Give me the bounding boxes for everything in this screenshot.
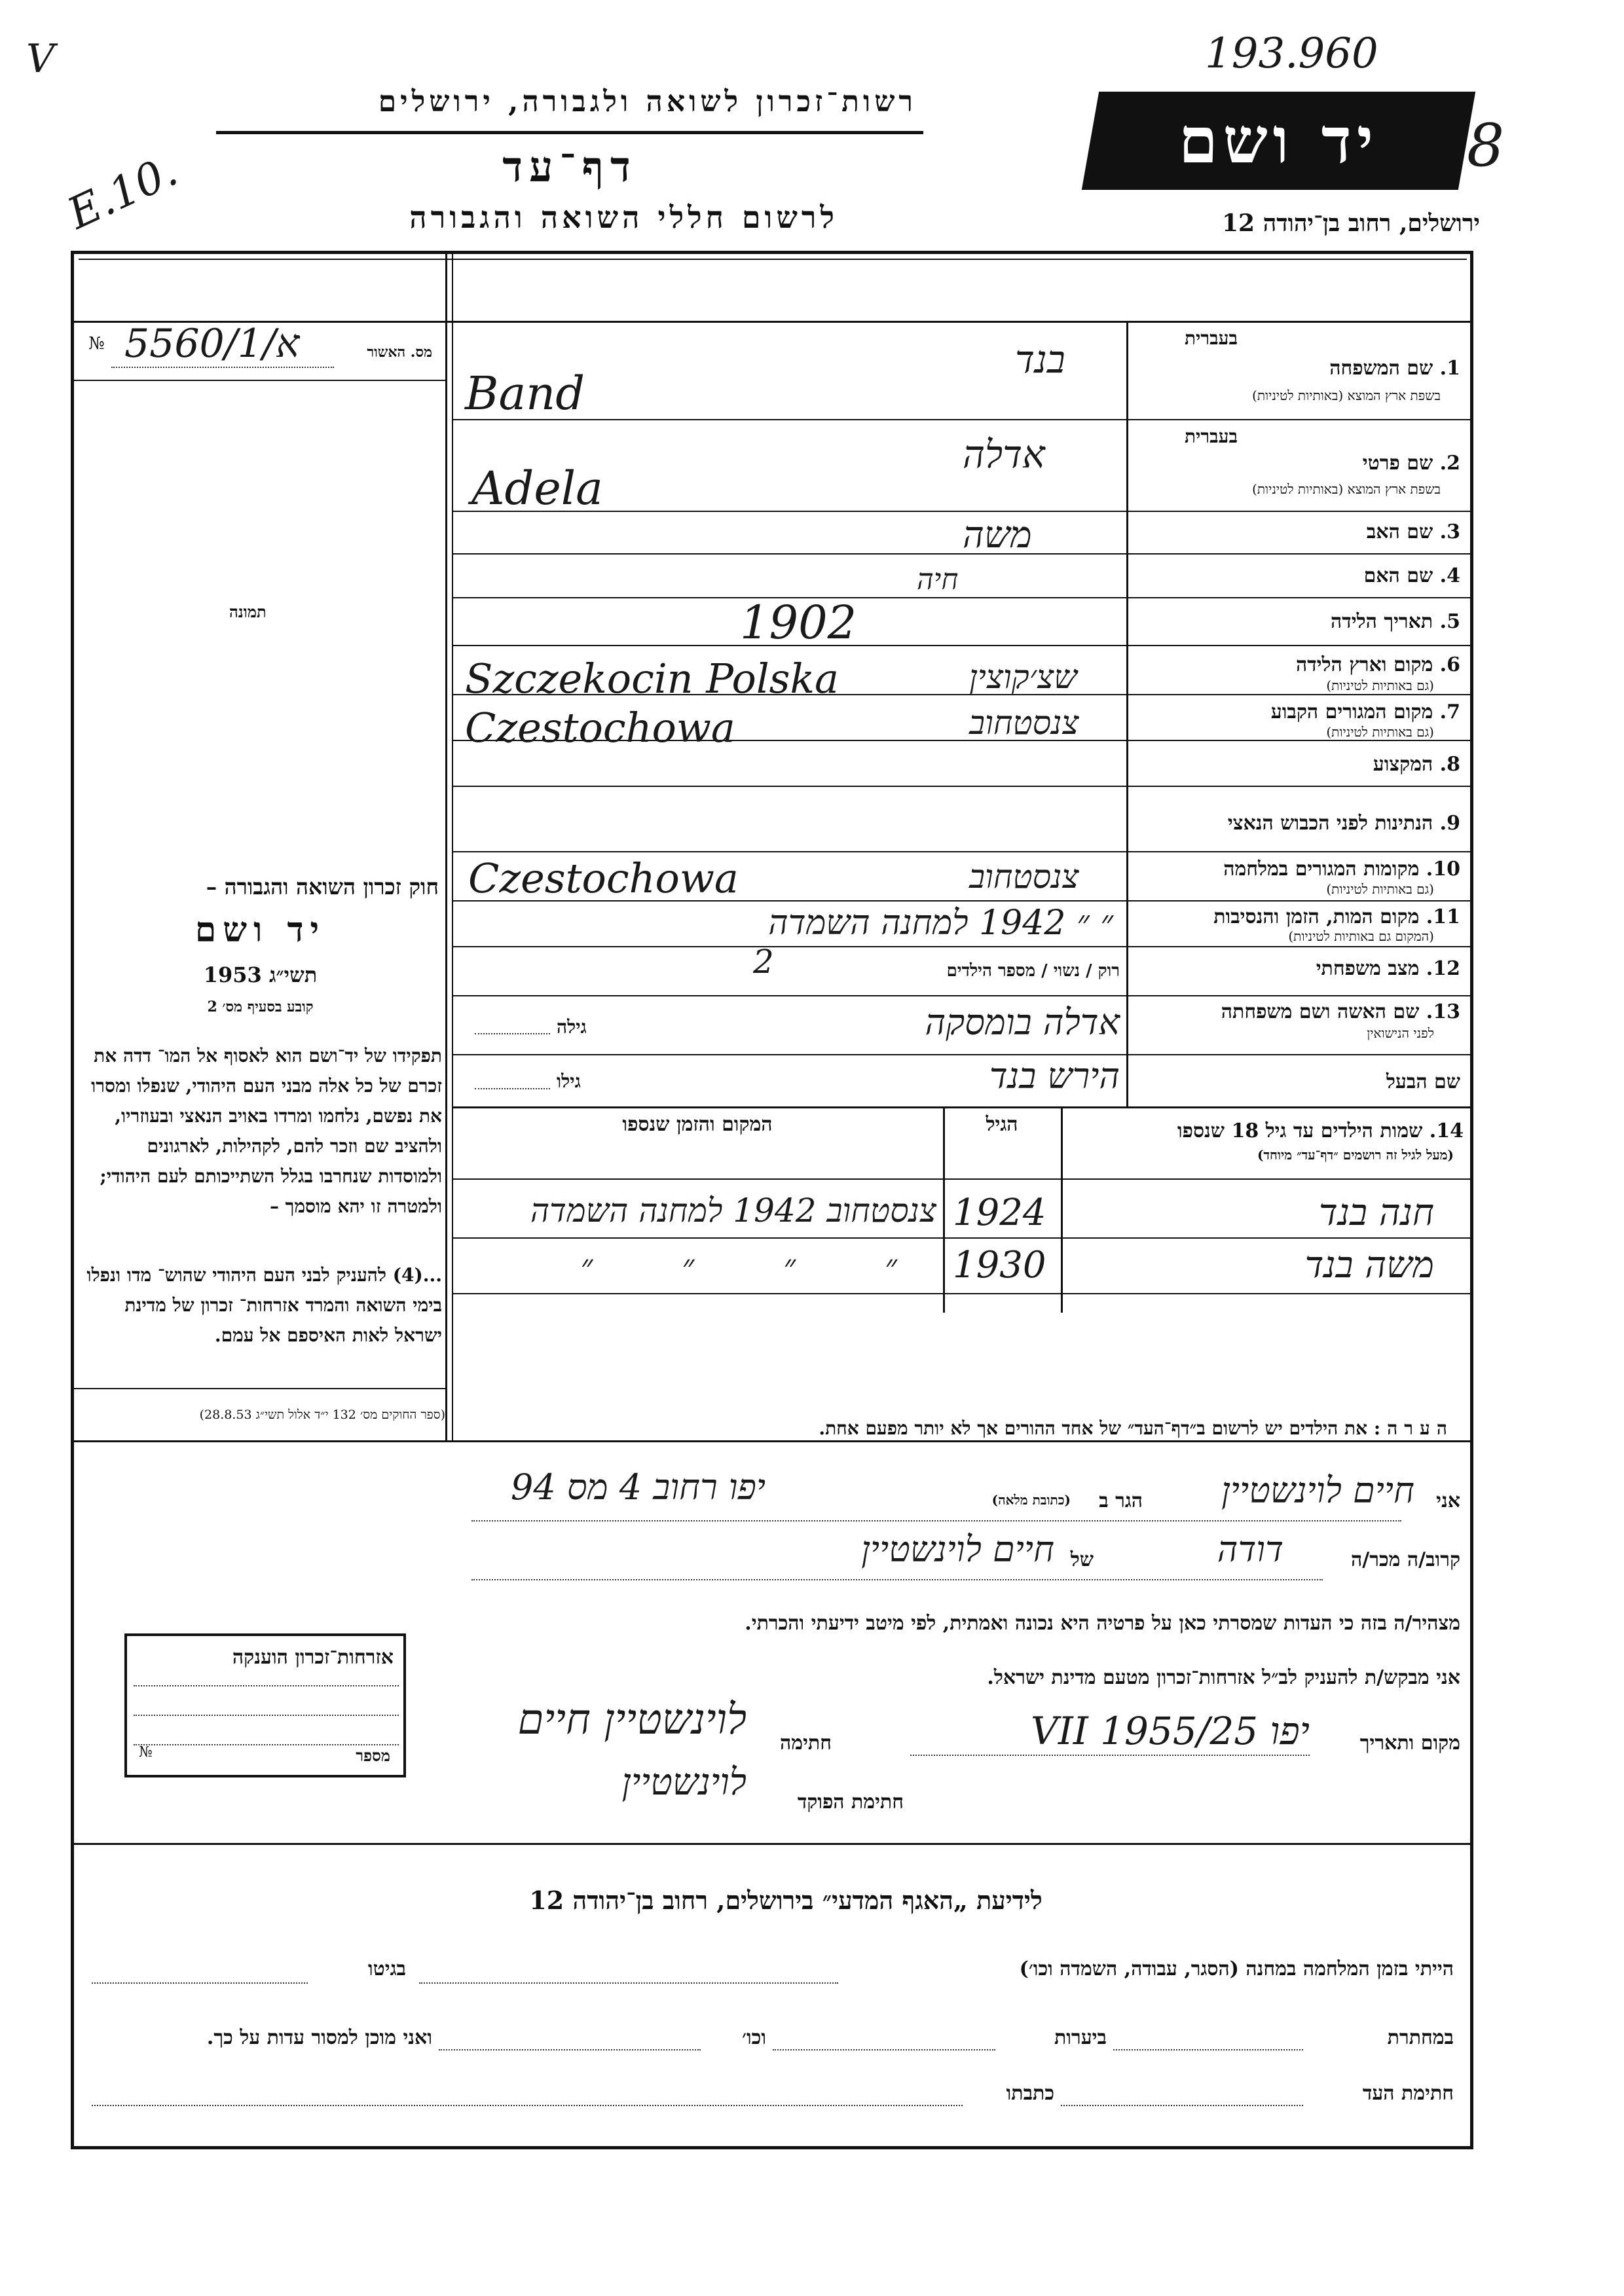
citizenship-number-label: מספר [356, 1746, 390, 1765]
birthplace-latin: Szczekocin Polska [465, 655, 840, 702]
note [655, 1417, 1454, 1440]
child-2-name: משה בנד [1304, 1244, 1434, 1286]
law-clause: קובע בסעיף מס׳ 2 [207, 998, 314, 1015]
declaration-line-4: אני מבקש/ת להעניק לב״ל אזרחות־זכרון מטעם מדינת ישראל. [987, 1666, 1460, 1689]
org-line: רשות־זכרון לשואה ולגבורה, ירושלים [378, 85, 917, 118]
birth-date: 1902 [740, 596, 857, 649]
child-1-name: חנה בנד [1318, 1192, 1434, 1234]
footer-witness-sig-label: חתימת העד [1362, 2082, 1454, 2105]
children-sub: (מעל לגיל זה רושמים ״דף־עד״ מיוחד) [1257, 1147, 1454, 1163]
field-2-sub: בשפת ארץ המוצא (באותיות לטיניות) [1252, 481, 1441, 497]
residence-hebrew: צנסטחוב [969, 704, 1079, 742]
field-13-sub: לפני הנישואין [1367, 1025, 1434, 1041]
law-year: תשי״ג 1953 [203, 962, 318, 987]
firstname-latin: Adela [471, 462, 603, 515]
husband-label: שם הבעל [1386, 1070, 1460, 1093]
decl-prefix: אני [1436, 1489, 1460, 1512]
father-name: משה [963, 514, 1032, 556]
child-2-age: 1930 [953, 1244, 1046, 1286]
approval-label: מס. האשור [367, 344, 432, 361]
form-subtitle: לרשום חללי השואה והגבורה [409, 200, 838, 235]
page-number: 8 [1467, 111, 1505, 180]
declaration-line-3: מצהיר/ה בזה כי העדות שמסרתי כאן על פרטיה היא נכונה ואמתית, לפי מיטב ידיעתי והכרתי. [745, 1612, 1460, 1635]
child-1-age: 1924 [953, 1192, 1046, 1234]
age-header: הגיל [986, 1113, 1018, 1136]
wife-name: אדלה בומסקה [925, 1002, 1120, 1043]
hebrew-tag-2: בעברית [1184, 426, 1238, 447]
declarant-address: יפו רחוב 4 מס 94 [511, 1467, 766, 1508]
note-label: הערה: [1373, 1417, 1454, 1439]
field-8-label: 8. המקצוע [1373, 753, 1460, 776]
footer-address-label: כתבתו [1006, 2082, 1054, 2105]
decl-address-note: (כתובת מלאה) [991, 1492, 1071, 1508]
signature-label: חתימה [780, 1732, 832, 1755]
field-1-label: 1. שם המשפחה [1329, 357, 1460, 380]
field-6-label: 6. מקום וארץ הלידה [1295, 653, 1460, 676]
wife-age-label: גילה [557, 1016, 587, 1038]
relation-prefix: קרוב/ה מכר/ה [1351, 1548, 1460, 1571]
field-6-sub: (גם באותיות לטיניות) [1326, 678, 1434, 693]
field-7-sub: (גם באותיות לטיניות) [1326, 724, 1434, 740]
officer-signature: לוינשטיין [621, 1761, 747, 1804]
declaration-line-2 [471, 1529, 1460, 1588]
address: ירושלים, רחוב בן־יהודה 12 [1221, 210, 1480, 237]
archive-number: 193.960 [1205, 29, 1378, 78]
field-1-sub: בשפת ארץ המוצא (באותיות לטיניות) [1252, 388, 1441, 403]
field-4-label: 4. שם האם [1363, 564, 1460, 587]
field-2-label: 2. שם פרטי [1362, 452, 1460, 475]
field-10-sub: (גם באותיות לטיניות) [1326, 881, 1434, 897]
husband-age-label: גילו [557, 1070, 581, 1092]
field-3-label: 3. שם האב [1366, 520, 1460, 543]
law-text: תפקידו של יד־ושם הוא לאסוף אל המו־ דדה את זכרם של כל אלה מבני העם היהודי, שנפלו ומסרו את נפשם, נלחמו ומרדו באויב הנאצי ובעוזריו, ולהציב שם וזכר להם, לקהילות, לארגונים ולמוסדות שנחרבו בגלל השתייכותם לעם היהודי; ולמטרה זו יהא מוסמך – [91, 1045, 442, 1217]
citizenship-title: אזרחות־זכרון הוענקה [232, 1646, 394, 1669]
officer-label: חתימת הפוקד [797, 1791, 904, 1813]
mother-name: חיה [917, 563, 959, 596]
margin-code: E.10. [60, 145, 185, 240]
surname-latin: Band [465, 367, 585, 420]
place-header: המקום והזמן שנספו [622, 1113, 773, 1136]
note-text: את הילדים יש לרשום ב״דף־העד״ של אחד ההורים אך לא יותר מפעם אחת. [819, 1417, 1368, 1439]
surname-hebrew: בנד [1015, 337, 1065, 382]
footer-etc-label: וכו׳ [742, 2026, 766, 2049]
footer-underground-label: במחתרת [1387, 2026, 1454, 2049]
marital-options: רוק / נשוי / מספר הילדים [946, 961, 1120, 981]
place-date-value: יפו 25/VII 1955 [1031, 1709, 1310, 1753]
residence-latin: Czestochowa [465, 704, 735, 752]
citizenship-box [124, 1633, 406, 1777]
field-11-sub: (המקום גם באותיות לטיניות) [1288, 928, 1434, 944]
field-5-label: 5. תאריך הלידה [1331, 610, 1460, 633]
law-name: יד ושם [194, 910, 326, 950]
yad-vashem-logo [1082, 92, 1475, 190]
relation-of: של [1070, 1548, 1094, 1571]
footer-camp-label: הייתי בזמן המלחמה במחנה (הסגר, עבודה, השמדה וכו׳) [1019, 1958, 1454, 1980]
footer-title: לידיעת „האגף המדעי״ בירושלים, רחוב בן־יהודה 12 [529, 1886, 1043, 1915]
husband-name: הירש בנד [989, 1055, 1120, 1097]
field-12-label: 12. מצב משפחתי [1316, 957, 1460, 980]
photo-label: תמונה [229, 602, 267, 621]
logo-text: יד ושם [1178, 103, 1379, 177]
children-count: 2 [753, 943, 774, 981]
relation-value: דודה [1217, 1529, 1283, 1570]
law-text-2: ...(4) להעניק לבני העם היהודי שהוש־ מדו ונפלו בימי השואה והמרד אזרחות־ זכרון של מדינת ישראל לאות האיספם אל עמם. [86, 1264, 442, 1346]
birthplace-hebrew: שצ׳קוצין [969, 658, 1077, 696]
death-place-time: ״ ״ 1942 למחנה השמדה [768, 903, 1113, 943]
footer-testimony-text: ואני מוכן למסור עדות על כך. [206, 2026, 432, 2049]
field-7-label: 7. מקום המגורים הקבוע [1270, 701, 1460, 723]
relation-name: חיים לוינשטיין [861, 1529, 1054, 1570]
footer-forests-label: ביערות [1054, 2026, 1107, 2049]
approval-number: א/5560/1 [124, 321, 300, 367]
law-source: (ספר החוקים מס׳ 132 י״ד אלול תשי״ג 28.8.53) [199, 1408, 445, 1422]
margin-mark-v: V [26, 36, 55, 82]
wartime-residence-hebrew: צנסטחוב [969, 858, 1079, 896]
signature: לוינשטיין חיים [517, 1696, 747, 1744]
citizenship-no-mark: № [139, 1744, 153, 1760]
firstname-hebrew: אדלה [963, 432, 1045, 477]
child-2-place: ״ ״ ״ ״ [580, 1247, 936, 1285]
law-title: חוק זכרון השואה והגבורה – [206, 874, 439, 900]
children-label: 14. שמות הילדים עד גיל 18 שנספו [1177, 1120, 1464, 1142]
field-9-label: 9. הנתינות לפני הכבוש הנאצי [1227, 812, 1460, 835]
footer-ghetto-label: בגיטו [367, 1958, 406, 1980]
field-10-label: 10. מקומות המגורים במלחמה [1223, 858, 1460, 881]
wartime-residence-latin: Czestochowa [468, 854, 739, 902]
hebrew-tag-1: בעברית [1184, 327, 1238, 349]
declaration-line-1 [471, 1467, 1460, 1529]
place-date-label: מקום ותאריך [1359, 1732, 1460, 1755]
child-1-place: צנסטחוב 1942 למחנה השמדה [530, 1192, 936, 1230]
form-title: דף־עד [502, 143, 637, 192]
decl-mid: הגר ב [1099, 1489, 1143, 1512]
no-mark: № [88, 334, 105, 354]
field-13-label: 13. שם האשה ושם משפחתה [1221, 1000, 1460, 1023]
declarant-name: חיים לוינשטיין [1221, 1470, 1414, 1511]
field-11-label: 11. מקום המות, הזמן והנסיבות [1213, 905, 1460, 928]
